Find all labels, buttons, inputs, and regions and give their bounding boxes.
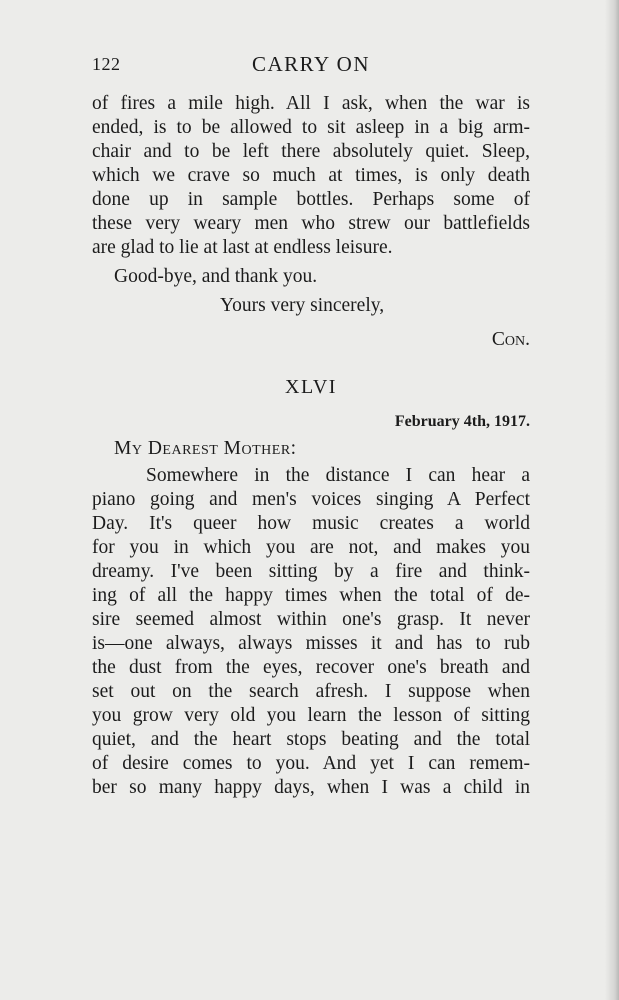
- chapter-heading: XLVI: [285, 376, 337, 398]
- signature: Con.: [491, 329, 530, 350]
- text-line: Somewhere in the distance I can hear a: [146, 465, 530, 486]
- text-line: set out on the search afresh. I suppose when: [92, 681, 530, 702]
- text-line: ber so many happy days, when I was a child in: [92, 777, 530, 798]
- running-head: CARRY ON: [252, 52, 370, 76]
- page-header: [92, 52, 530, 82]
- page-number: 122: [92, 54, 121, 74]
- text-line: which we crave so much at times, is only death: [92, 165, 530, 186]
- text-line: chair and to be left there absolutely quiet. Sleep,: [92, 141, 530, 162]
- text-line: piano going and men's voices singing A Perfect: [92, 489, 530, 510]
- text-line: is—one always, always misses it and has to rub: [92, 633, 530, 654]
- text-line: done up in sample bottles. Perhaps some of: [92, 189, 530, 210]
- closing: Yours very sincerely,: [220, 295, 385, 316]
- text-line: of fires a mile high. All I ask, when the war is: [92, 93, 530, 114]
- text-line: of desire comes to you. And yet I can remem-: [92, 753, 530, 774]
- text-line: dreamy. I've been sitting by a fire and think-: [92, 561, 530, 582]
- text-line: ended, is to be allowed to sit asleep in a big arm-: [92, 117, 530, 138]
- text-line: Day. It's queer how music creates a world: [92, 513, 530, 534]
- farewell-line: Good-bye, and thank you.: [114, 266, 318, 287]
- text-line: are glad to lie at last at endless leisure.: [92, 237, 393, 258]
- text-line: for you in which you are not, and makes you: [92, 537, 530, 558]
- letter-date: February 4th, 1917.: [394, 413, 530, 430]
- text-line: you grow very old you learn the lesson of sitting: [92, 705, 530, 726]
- text-line: sire seemed almost within one's grasp. It never: [92, 609, 530, 630]
- salutation: My Dearest Mother:: [114, 438, 297, 459]
- text-line: these very weary men who strew our battlefields: [92, 213, 530, 234]
- text-line: the dust from the eyes, recover one's breath and: [92, 657, 530, 678]
- page-edge-shadow: [605, 0, 619, 1000]
- text-line: quiet, and the heart stops beating and the total: [92, 729, 530, 750]
- text-line: ing of all the happy times when the total of de-: [92, 585, 530, 606]
